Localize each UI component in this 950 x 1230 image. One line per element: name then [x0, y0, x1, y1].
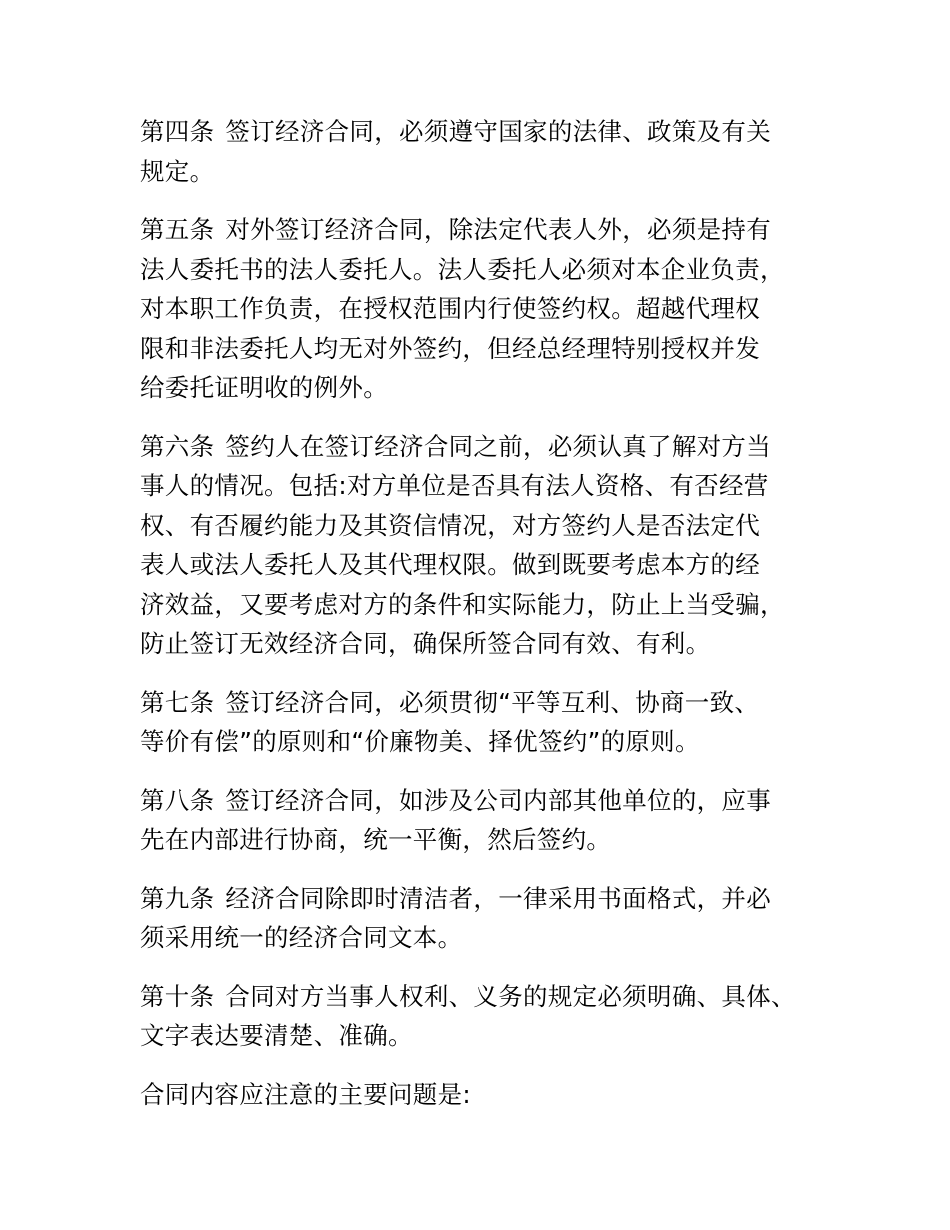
- text-line: 限和非法委托人均无对外签约，但经总经理特别授权并发: [140, 333, 760, 363]
- article-8-paragraph: [140, 781, 820, 860]
- article-number: 第六条: [140, 431, 215, 461]
- article-number: 第八条: [140, 785, 215, 815]
- text-line: 法人委托书的法人委托人。法人委托人必须对本企业负责，: [140, 254, 785, 284]
- text-line: 事人的情况。包括:对方单位是否具有法人资格、有否经营: [140, 471, 769, 500]
- text-line: 对本职工作负责，在授权范围内行使签约权。超越代理权: [140, 294, 760, 323]
- article-number: 第七条: [140, 687, 215, 717]
- article-7-paragraph: [140, 683, 820, 762]
- text-line: 对外签订经济合同，除法定代表人外，必须是持有: [225, 215, 772, 244]
- text-line: 济效益，又要考虑对方的条件和实际能力，防止上当受骗，: [140, 589, 785, 619]
- text-line: 须采用统一的经济合同文本。: [140, 923, 463, 952]
- text-line: 签订经济合同，必须遵守国家的法律、政策及有关: [225, 117, 772, 146]
- text-line: 经济合同除即时清洁者，一律采用书面格式，并必: [225, 883, 772, 913]
- article-9-paragraph: [140, 879, 820, 958]
- article-number: 第九条: [140, 883, 215, 913]
- contract-issues-heading: [140, 1075, 820, 1115]
- text-line: 文字表达要清楚、准确。: [140, 1021, 413, 1050]
- text-line: 权、有否履约能力及其资信情况，对方签约人是否法定代: [140, 510, 760, 540]
- text-line: 签订经济合同，如涉及公司内部其他单位的，应事: [225, 785, 772, 815]
- text-line: 签订经济合同，必须贯彻“平等互利、协商一致、: [225, 687, 760, 717]
- text-line: 合同内容应注意的主要问题是:: [140, 1079, 471, 1109]
- text-line: 规定。: [140, 156, 215, 186]
- article-5-paragraph: [140, 210, 820, 408]
- text-line: 等价有偿”的原则和“价廉物美、择优签约”的原则。: [140, 727, 700, 756]
- article-6-paragraph: [140, 427, 820, 664]
- text-line: 签约人在签订经济合同之前，必须认真了解对方当: [225, 431, 772, 461]
- document-body: [140, 112, 820, 1114]
- text-line: 表人或法人委托人及其代理权限。做到既要考虑本方的经: [140, 550, 760, 579]
- text-line: 合同对方当事人权利、义务的规定必须明确、具体、: [225, 981, 796, 1011]
- article-number: 第四条: [140, 117, 215, 146]
- text-line: 先在内部进行协商，统一平衡，然后签约。: [140, 825, 612, 854]
- text-line: 给委托证明收的例外。: [140, 373, 388, 402]
- article-number: 第十条: [140, 981, 215, 1011]
- article-10-paragraph: [140, 977, 820, 1056]
- text-line: 防止签订无效经济合同，确保所签合同有效、有利。: [140, 629, 711, 658]
- article-4-paragraph: [140, 112, 820, 191]
- article-number: 第五条: [140, 215, 215, 244]
